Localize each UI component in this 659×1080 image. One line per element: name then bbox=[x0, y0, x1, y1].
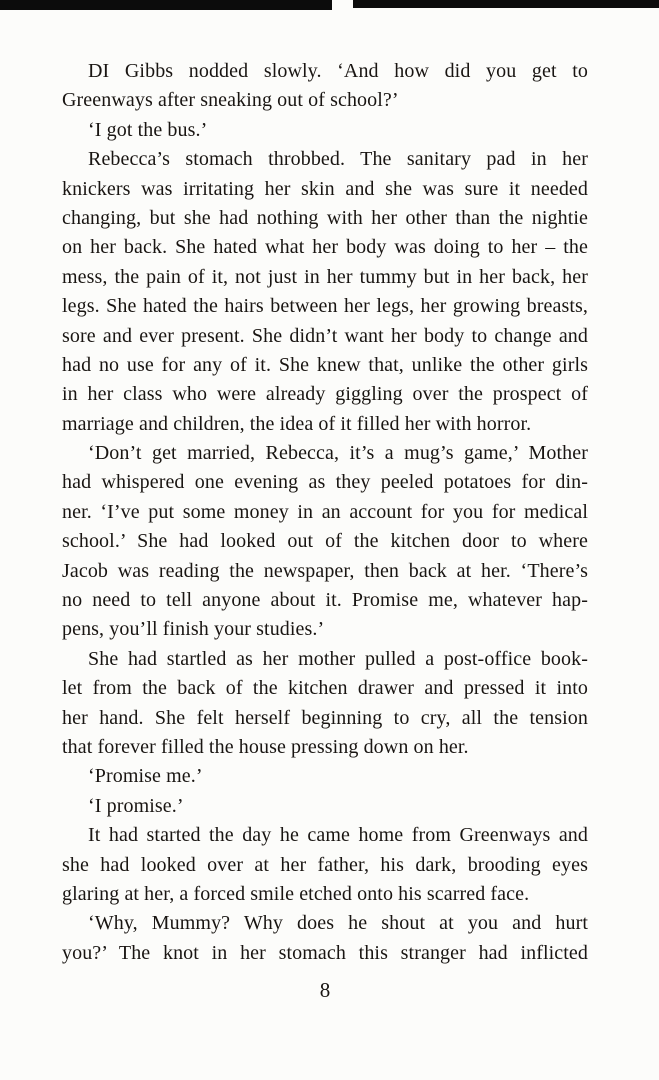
text-line: changing, but she had nothing with her other than the nightie bbox=[62, 206, 588, 229]
text-line: It had started the day he came home from Greenways and bbox=[88, 824, 588, 847]
text-line: in her class who were already giggling over the prospect of bbox=[62, 383, 588, 406]
text-line: had whispered one evening as they peeled potatoes for din- bbox=[62, 471, 588, 494]
text-line: ‘Promise me.’ bbox=[88, 765, 203, 788]
text-line: you?’ The knot in her stomach this stranger had inflicted bbox=[62, 941, 588, 964]
body-text bbox=[62, 57, 588, 968]
text-line: had no use for any of it. She knew that, unlike the other girls bbox=[62, 353, 588, 376]
text-line: Jacob was reading the newspaper, then back at her. ‘There’s bbox=[62, 559, 588, 582]
text-line: let from the back of the kitchen drawer and pressed it into bbox=[62, 677, 588, 700]
text-line: pens, you’ll finish your studies.’ bbox=[62, 618, 325, 641]
text-line: ner. ‘I’ve put some money in an account for you for medical bbox=[62, 500, 588, 523]
text-line: ‘Why, Mummy? Why does he shout at you and hurt bbox=[88, 912, 588, 935]
text-line: Greenways after sneaking out of school?’ bbox=[62, 89, 399, 112]
scan-edge-artifact-left bbox=[0, 0, 332, 10]
text-line: school.’ She had looked out of the kitchen door to where bbox=[62, 530, 588, 553]
text-line: Rebecca’s stomach throbbed. The sanitary pad in her bbox=[88, 148, 588, 171]
text-line: she had looked over at her father, his dark, brooding eyes bbox=[62, 853, 588, 876]
text-line: marriage and children, the idea of it filled her with horror. bbox=[62, 412, 532, 435]
text-line: ‘Don’t get married, Rebecca, it’s a mug’s game,’ Mother bbox=[88, 442, 588, 465]
text-line: sore and ever present. She didn’t want her body to change and bbox=[62, 324, 588, 347]
scan-edge-artifact-right bbox=[353, 0, 659, 8]
text-line: her hand. She felt herself beginning to cry, all the tension bbox=[62, 706, 588, 729]
text-line: She had startled as her mother pulled a post-office book- bbox=[88, 647, 588, 670]
text-line: DI Gibbs nodded slowly. ‘And how did you get to bbox=[88, 60, 588, 82]
text-line: mess, the pain of it, not just in her tummy but in her back, her bbox=[62, 265, 588, 288]
text-line: glaring at her, a forced smile etched onto his scarred face. bbox=[62, 882, 530, 905]
text-line: no need to tell anyone about it. Promise me, whatever hap- bbox=[62, 589, 588, 612]
text-line: ‘I promise.’ bbox=[88, 794, 184, 817]
text-line: legs. She hated the hairs between her legs, her growing breasts, bbox=[62, 295, 588, 318]
text-line: knickers was irritating her skin and she was sure it needed bbox=[62, 177, 588, 200]
text-line: that forever filled the house pressing down on her. bbox=[62, 735, 469, 758]
text-line: on her back. She hated what her body was doing to her – the bbox=[62, 236, 588, 259]
text-line: ‘I got the bus.’ bbox=[88, 118, 208, 141]
page-number: 8 bbox=[319, 978, 331, 1002]
